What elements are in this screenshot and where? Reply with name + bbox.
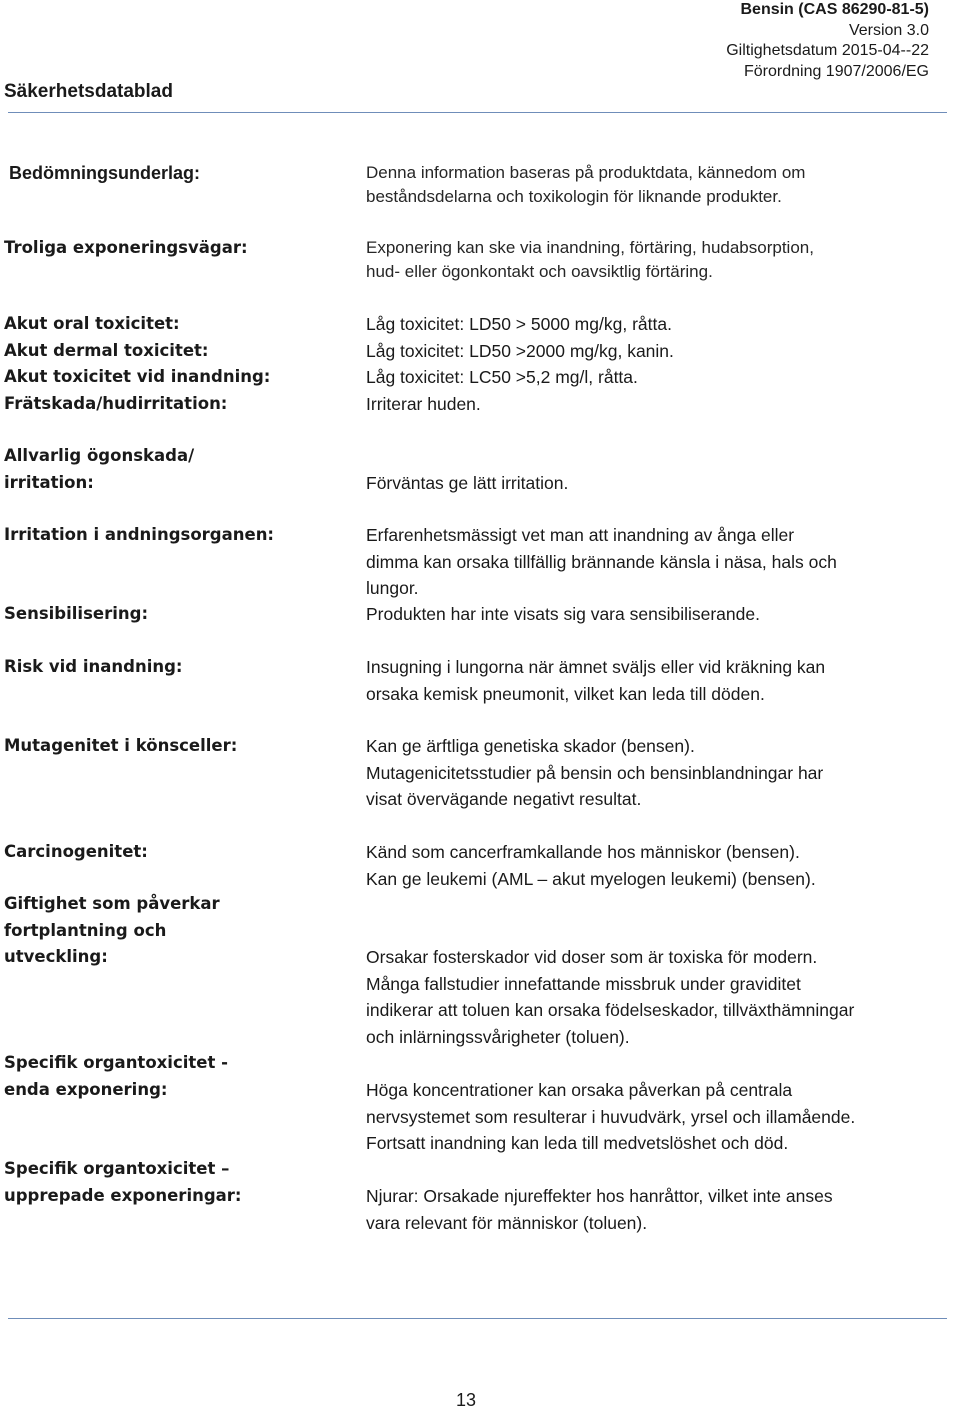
label-exposure-routes: Troliga exponeringsvägar: [4,238,248,257]
label-stot-repeated: Specifik organtoxicitet – upprepade exponeringar: [4,1159,242,1205]
validity-date: Giltighetsdatum 2015-04--22 [726,42,929,60]
product-name: Bensin (CAS 86290-81-5) [740,1,929,18]
value-eye-damage: Förväntas ge lätt irritation. [366,473,569,493]
header-meta [726,0,929,83]
value-exposure-routes: Exponering kan ske via inandning, förtäring, hudabsorption, hud- eller ögonkontakt och oavsiktlig förtäring. [366,238,814,281]
header-divider [8,112,947,113]
regulation: Förordning 1907/2006/EG [743,63,929,81]
value-reproductive-toxicity: Orsakar fosterskador vid doser som är toxiska för modern. Många fallstudier innefattande missbruk under graviditet indikerar att toluen kan orsaka födelseskador, tillväxthämningar och inlärningssvårigheter (toluen). [366,947,855,1047]
label-acute-toxicity: Akut oral toxicitet: Akut dermal toxicitet: Akut toxicitet vid inandning: Frätskada/hudirritation: [4,314,271,413]
label-eye-damage: Allvarlig ögonskada/ irritation: [4,446,195,492]
value-acute-toxicity: Låg toxicitet: LD50 > 5000 mg/kg, råtta. Låg toxicitet: LD50 >2000 mg/kg, kanin. Låg toxicitet: LC50 >5,2 mg/l, råtta. Irriterar huden. [366,314,674,414]
label-sensitisation: Sensibilisering: [4,604,149,623]
value-carcinogenicity: Känd som cancerframkallande hos människor (bensen). Kan ge leukemi (AML – akut myelogen leukemi) (bensen). [366,842,816,889]
label-germ-cell-mutagenicity: Mutagenitet i könsceller: [4,736,238,755]
footer-divider [8,1318,947,1319]
page-number: 13 [455,1390,477,1410]
value-germ-cell-mutagenicity: Kan ge ärftliga genetiska skador (bensen). Mutagenicitetsstudier på bensin och bensinblandningar har visat övervägande negativt resultat. [366,736,824,809]
label-reproductive-toxicity: Giftighet som påverkar fortplantning och utveckling: [4,894,220,966]
value-stot-repeated: Njurar: Orsakade njureffekter hos hanråttor, vilket inte anses vara relevant för människor (toluen). [366,1186,833,1233]
label-carcinogenicity: Carcinogenitet: [4,842,148,861]
value-respiratory-irritation: Erfarenhetsmässigt vet man att inandning av ånga eller dimma kan orsaka tillfällig brännande känsla i näsa, hals och lungor. [366,525,837,598]
value-aspiration-hazard: Insugning i lungorna när ämnet sväljs eller vid kräkning kan orsaka kemisk pneumonit, vilket kan leda till döden. [366,657,826,704]
value-assessment-basis: Denna information baseras på produktdata, kännedom om beståndsdelarna och toxikologin för liknande produkter. [366,163,806,206]
label-respiratory-irritation: Irritation i andningsorganen: [4,525,275,544]
label-assessment-basis: Bedömningsunderlag: [9,163,201,183]
value-stot-single: Höga koncentrationer kan orsaka påverkan på centrala nervsystemet som resulterar i huvudvärk, yrsel och illamående. Fortsatt inandning kan leda till medvetslöshet och död. [366,1080,856,1153]
value-sensitisation: Produkten har inte visats sig vara sensibiliserande. [366,604,760,624]
label-stot-single: Specifik organtoxicitet - enda exponering: [4,1053,228,1099]
document-title: Säkerhetsdatablad [4,81,173,102]
label-aspiration-hazard: Risk vid inandning: [4,657,183,676]
version: Version 3.0 [848,21,929,39]
